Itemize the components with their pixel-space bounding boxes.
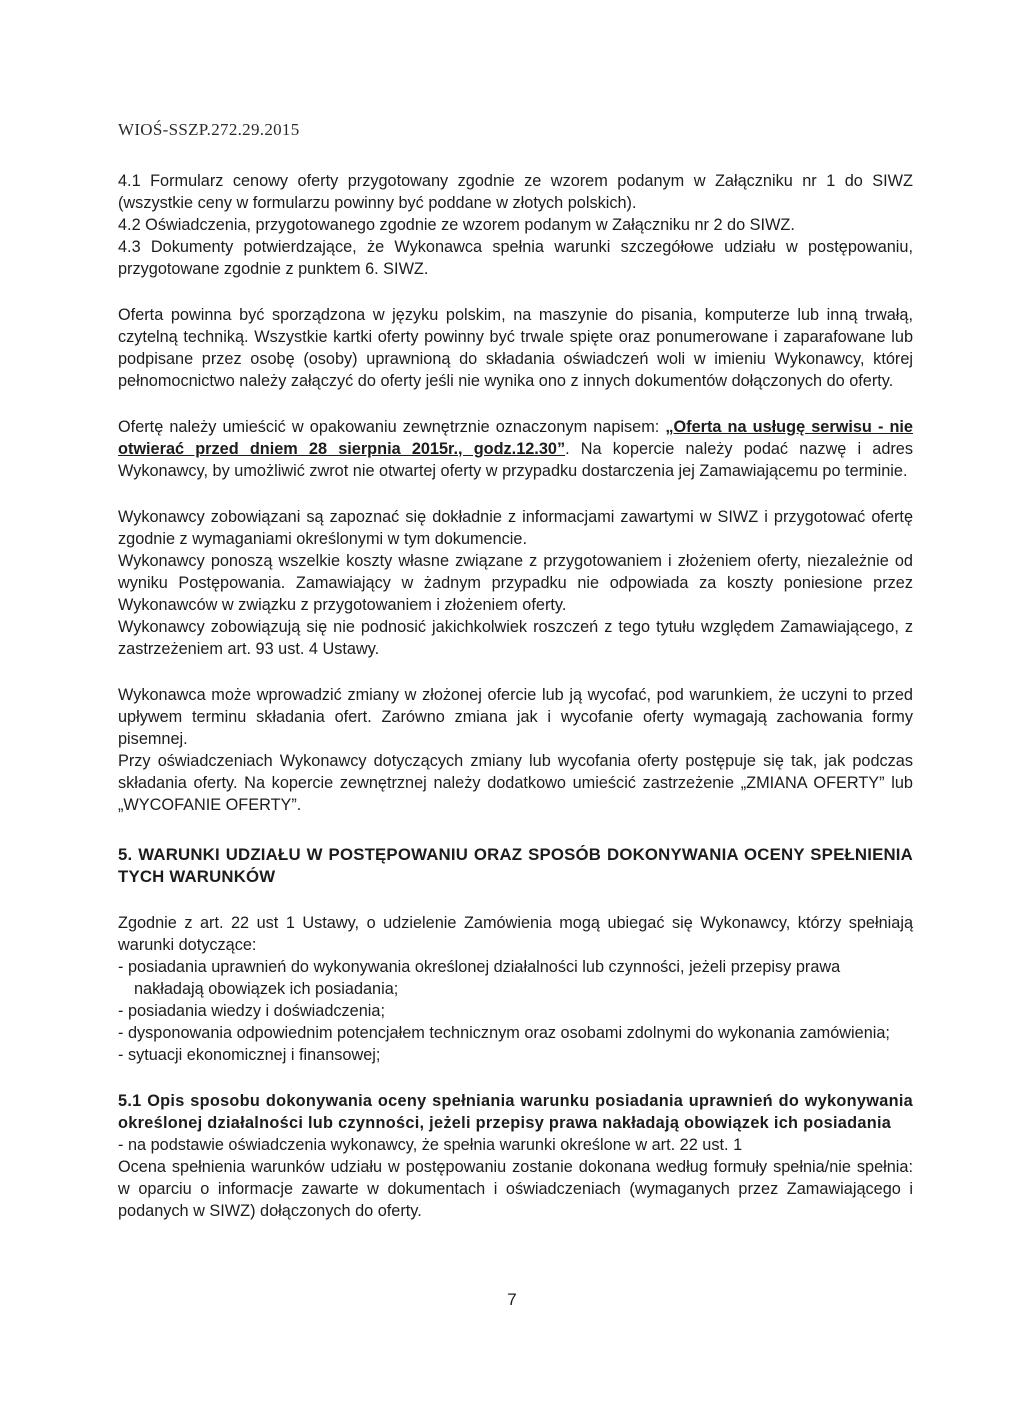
paragraph-obligations-3: Wykonawcy zobowiązują się nie podnosić jakichkolwiek roszczeń z tego tytułu względem Zamawiającego, z zastrzeżeniem art. 93 ust. 4 Ustawy.	[118, 618, 913, 658]
condition-item: - posiadania uprawnień do wykonywania określonej działalności lub czynności, jeżeli przepisy prawa nakładają obowiązek ich posiadania;	[118, 958, 841, 998]
item-4-2: 4.2 Oświadczenia, przygotowanego zgodnie ze wzorem podanym w Załączniku nr 2 do SIWZ.	[118, 216, 795, 234]
paragraph-obligations-2: Wykonawcy ponoszą wszelkie koszty własne związane z przygotowaniem i złożeniem oferty, niezależnie od wyniku Postępowania. Zamawiający w żadnym przypadku nie odpowiada za koszty poniesione przez Wykonawców w związku z przygotowaniem i złożeniem oferty.	[118, 552, 913, 614]
paragraph-offer-form: Oferta powinna być sporządzona w języku polskim, na maszynie do pisania, komputerze lub inną trwałą, czytelną techniką. Wszystkie kartki oferty powinny być trwale spięte oraz ponumerowane i zaparafowane lub podpisane przez osobę (osoby) uprawnioną do składania oświadczeń woli w imieniu Wykonawcy, której pełnomocnictwo należy załączyć do oferty jeśli nie wynika ono z innych dokumentów dołączonych do oferty.	[118, 306, 913, 390]
section-5-heading: 5. WARUNKI UDZIAŁU W POSTĘPOWANIU ORAZ SPOSÓB DOKONYWANIA OCENY SPEŁNIENIA TYCH WARUNKÓW	[118, 845, 913, 886]
paragraph-envelope	[118, 416, 913, 482]
condition-item: - posiadania wiedzy i doświadczenia;	[118, 1002, 385, 1020]
section-5-1-line-2: Ocena spełnienia warunków udziału w postępowaniu zostanie dokonana według formuły spełnia/nie spełnia: w oparciu o informacje zawarte w dokumentach i oświadczeniach (wymaganych przez Zamawiającego i podanych w SIWZ) dołączonych do oferty.	[118, 1158, 913, 1220]
paragraph-changes-1: Wykonawca może wprowadzić zmiany w złożonej ofercie lub ją wycofać, pod warunkiem, że uczyni to przed upływem terminu składania ofert. Zarówno zmiana jak i wycofanie oferty wymagają zachowania formy pisemnej.	[118, 686, 913, 748]
item-4-3: 4.3 Dokumenty potwierdzające, że Wykonawca spełnia warunki szczegółowe udziału w postępowaniu, przygotowane zgodnie z punktem 6. SIWZ.	[118, 238, 913, 278]
conditions-list	[118, 956, 913, 1066]
page-number: 7	[507, 1290, 517, 1309]
document-reference-number: WIOŚ-SSZP.272.29.2015	[118, 120, 300, 139]
condition-item: - sytuacji ekonomicznej i finansowej;	[118, 1046, 381, 1064]
section-5-1-line-1: - na podstawie oświadczenia wykonawcy, że spełnia warunki określone w art. 22 ust. 1	[118, 1136, 743, 1154]
paragraph-obligations-1: Wykonawcy zobowiązani są zapoznać się dokładnie z informacjami zawartymi w SIWZ i przygotować ofertę zgodnie z wymaganiami określonymi w tym dokumencie.	[118, 508, 913, 548]
paragraph-changes-2: Przy oświadczeniach Wykonawcy dotyczących zmiany lub wycofania oferty postępuje się tak, jak podczas składania oferty. Na kopercie zewnętrznej należy dodatkowo umieścić zastrzeżenie „ZMIANA OFERTY” lub „WYCOFANIE OFERTY”.	[118, 752, 913, 814]
section-5-1-heading: 5.1 Opis sposobu dokonywania oceny spełniania warunku posiadania uprawnień do wykonywania określonej działalności lub czynności, jeżeli przepisy prawa nakładają obowiązek ich posiadania	[118, 1092, 913, 1132]
envelope-text-after: . Na kopercie należy podać nazwę i adres Wykonawcy, by umożliwić zwrot nie otwartej oferty w przypadku dostarczenia jej Zamawiającemu po terminie.	[118, 440, 913, 480]
document-body	[118, 170, 913, 1222]
envelope-label: „Oferta na usługę serwisu - nie otwierać przed dniem 28 sierpnia 2015r., godz.12.30”	[118, 418, 913, 458]
condition-item: - dysponowania odpowiednim potencjałem technicznym oraz osobami zdolnymi do wykonania zamówienia;	[118, 1024, 890, 1042]
envelope-text-before: Ofertę należy umieścić w opakowaniu zewnętrznie oznaczonym napisem:	[118, 418, 666, 436]
item-4-1: 4.1 Formularz cenowy oferty przygotowany zgodnie ze wzorem podanym w Załączniku nr 1 do SIWZ (wszystkie ceny w formularzu powinny być poddane w złotych polskich).	[118, 172, 913, 212]
section-5-intro: Zgodnie z art. 22 ust 1 Ustawy, o udzielenie Zamówienia mogą ubiegać się Wykonawcy, którzy spełniają warunki dotyczące:	[118, 914, 913, 954]
